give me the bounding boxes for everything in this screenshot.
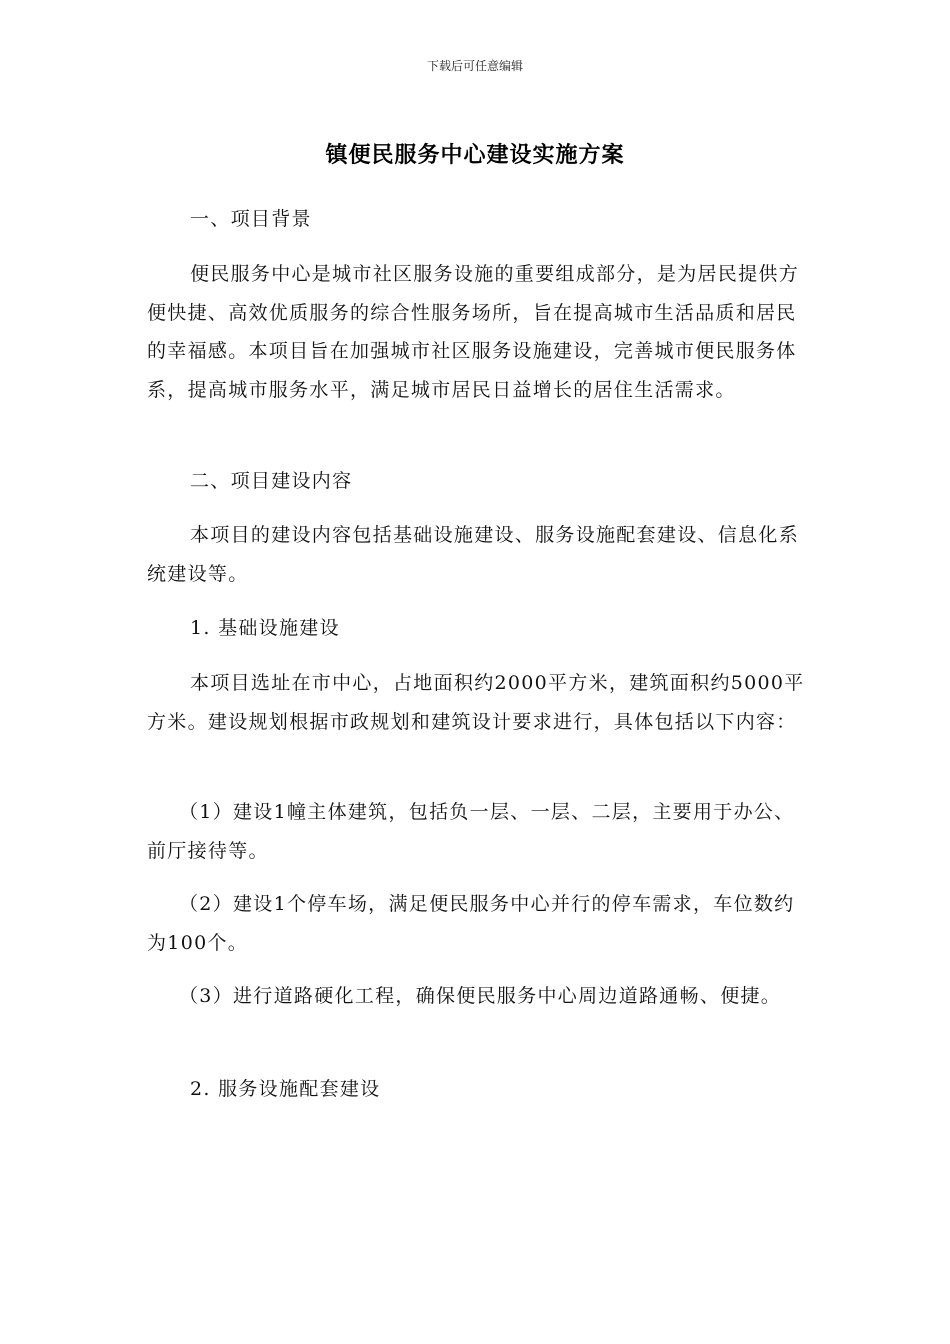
- section1-heading-block: [147, 200, 807, 239]
- sub1-paragraph: 本项目选址在市中心，占地面积约2000平方米，建筑面积约5000平方米。建设规划根据市政规划和建筑设计要求进行，具体包括以下内容：: [147, 672, 805, 733]
- section2-heading-block: [147, 462, 807, 501]
- sub2-heading: 2. 服务设施配套建设: [190, 1078, 381, 1100]
- sub1-heading-block: [147, 609, 807, 648]
- item2-block: [147, 885, 807, 962]
- sub1-paragraph-block: [147, 664, 807, 741]
- section1-heading: 一、项目背景: [190, 208, 312, 230]
- section1-paragraph: 便民服务中心是城市社区服务设施的重要组成部分，是为居民提供方便快捷、高效优质服务的综合性服务场所，旨在提高城市生活品质和居民的幸福感。本项目旨在加强城市社区服务设施建设，完善城市便民服务体系，提高城市服务水平，满足城市居民日益增长的居住生活需求。: [147, 263, 800, 401]
- section2-heading: 二、项目建设内容: [190, 470, 353, 492]
- section1-paragraph-block: [147, 255, 807, 409]
- section2-paragraph: 本项目的建设内容包括基础设施建设、服务设施配套建设、信息化系统建设等。: [147, 524, 800, 585]
- section2-paragraph-block: [147, 516, 807, 593]
- list-item-1: （1）建设1幢主体建筑，包括负一层、一层、二层，主要用于办公、前厅接待等。: [147, 801, 795, 862]
- item3-block: [147, 977, 807, 1016]
- sub2-heading-block: [147, 1070, 807, 1109]
- item1-block: [147, 793, 807, 870]
- list-item-2: （2）建设1个停车场，满足便民服务中心并行的停车需求，车位数约为100个。: [147, 893, 795, 954]
- list-item-3: （3）进行道路硬化工程，确保便民服务中心周边道路通畅、便捷。: [179, 985, 782, 1007]
- document-title: 镇便民服务中心建设实施方案: [325, 143, 625, 168]
- sub1-heading: 1. 基础设施建设: [190, 617, 340, 639]
- header-note: 下载后可任意编辑: [426, 59, 523, 73]
